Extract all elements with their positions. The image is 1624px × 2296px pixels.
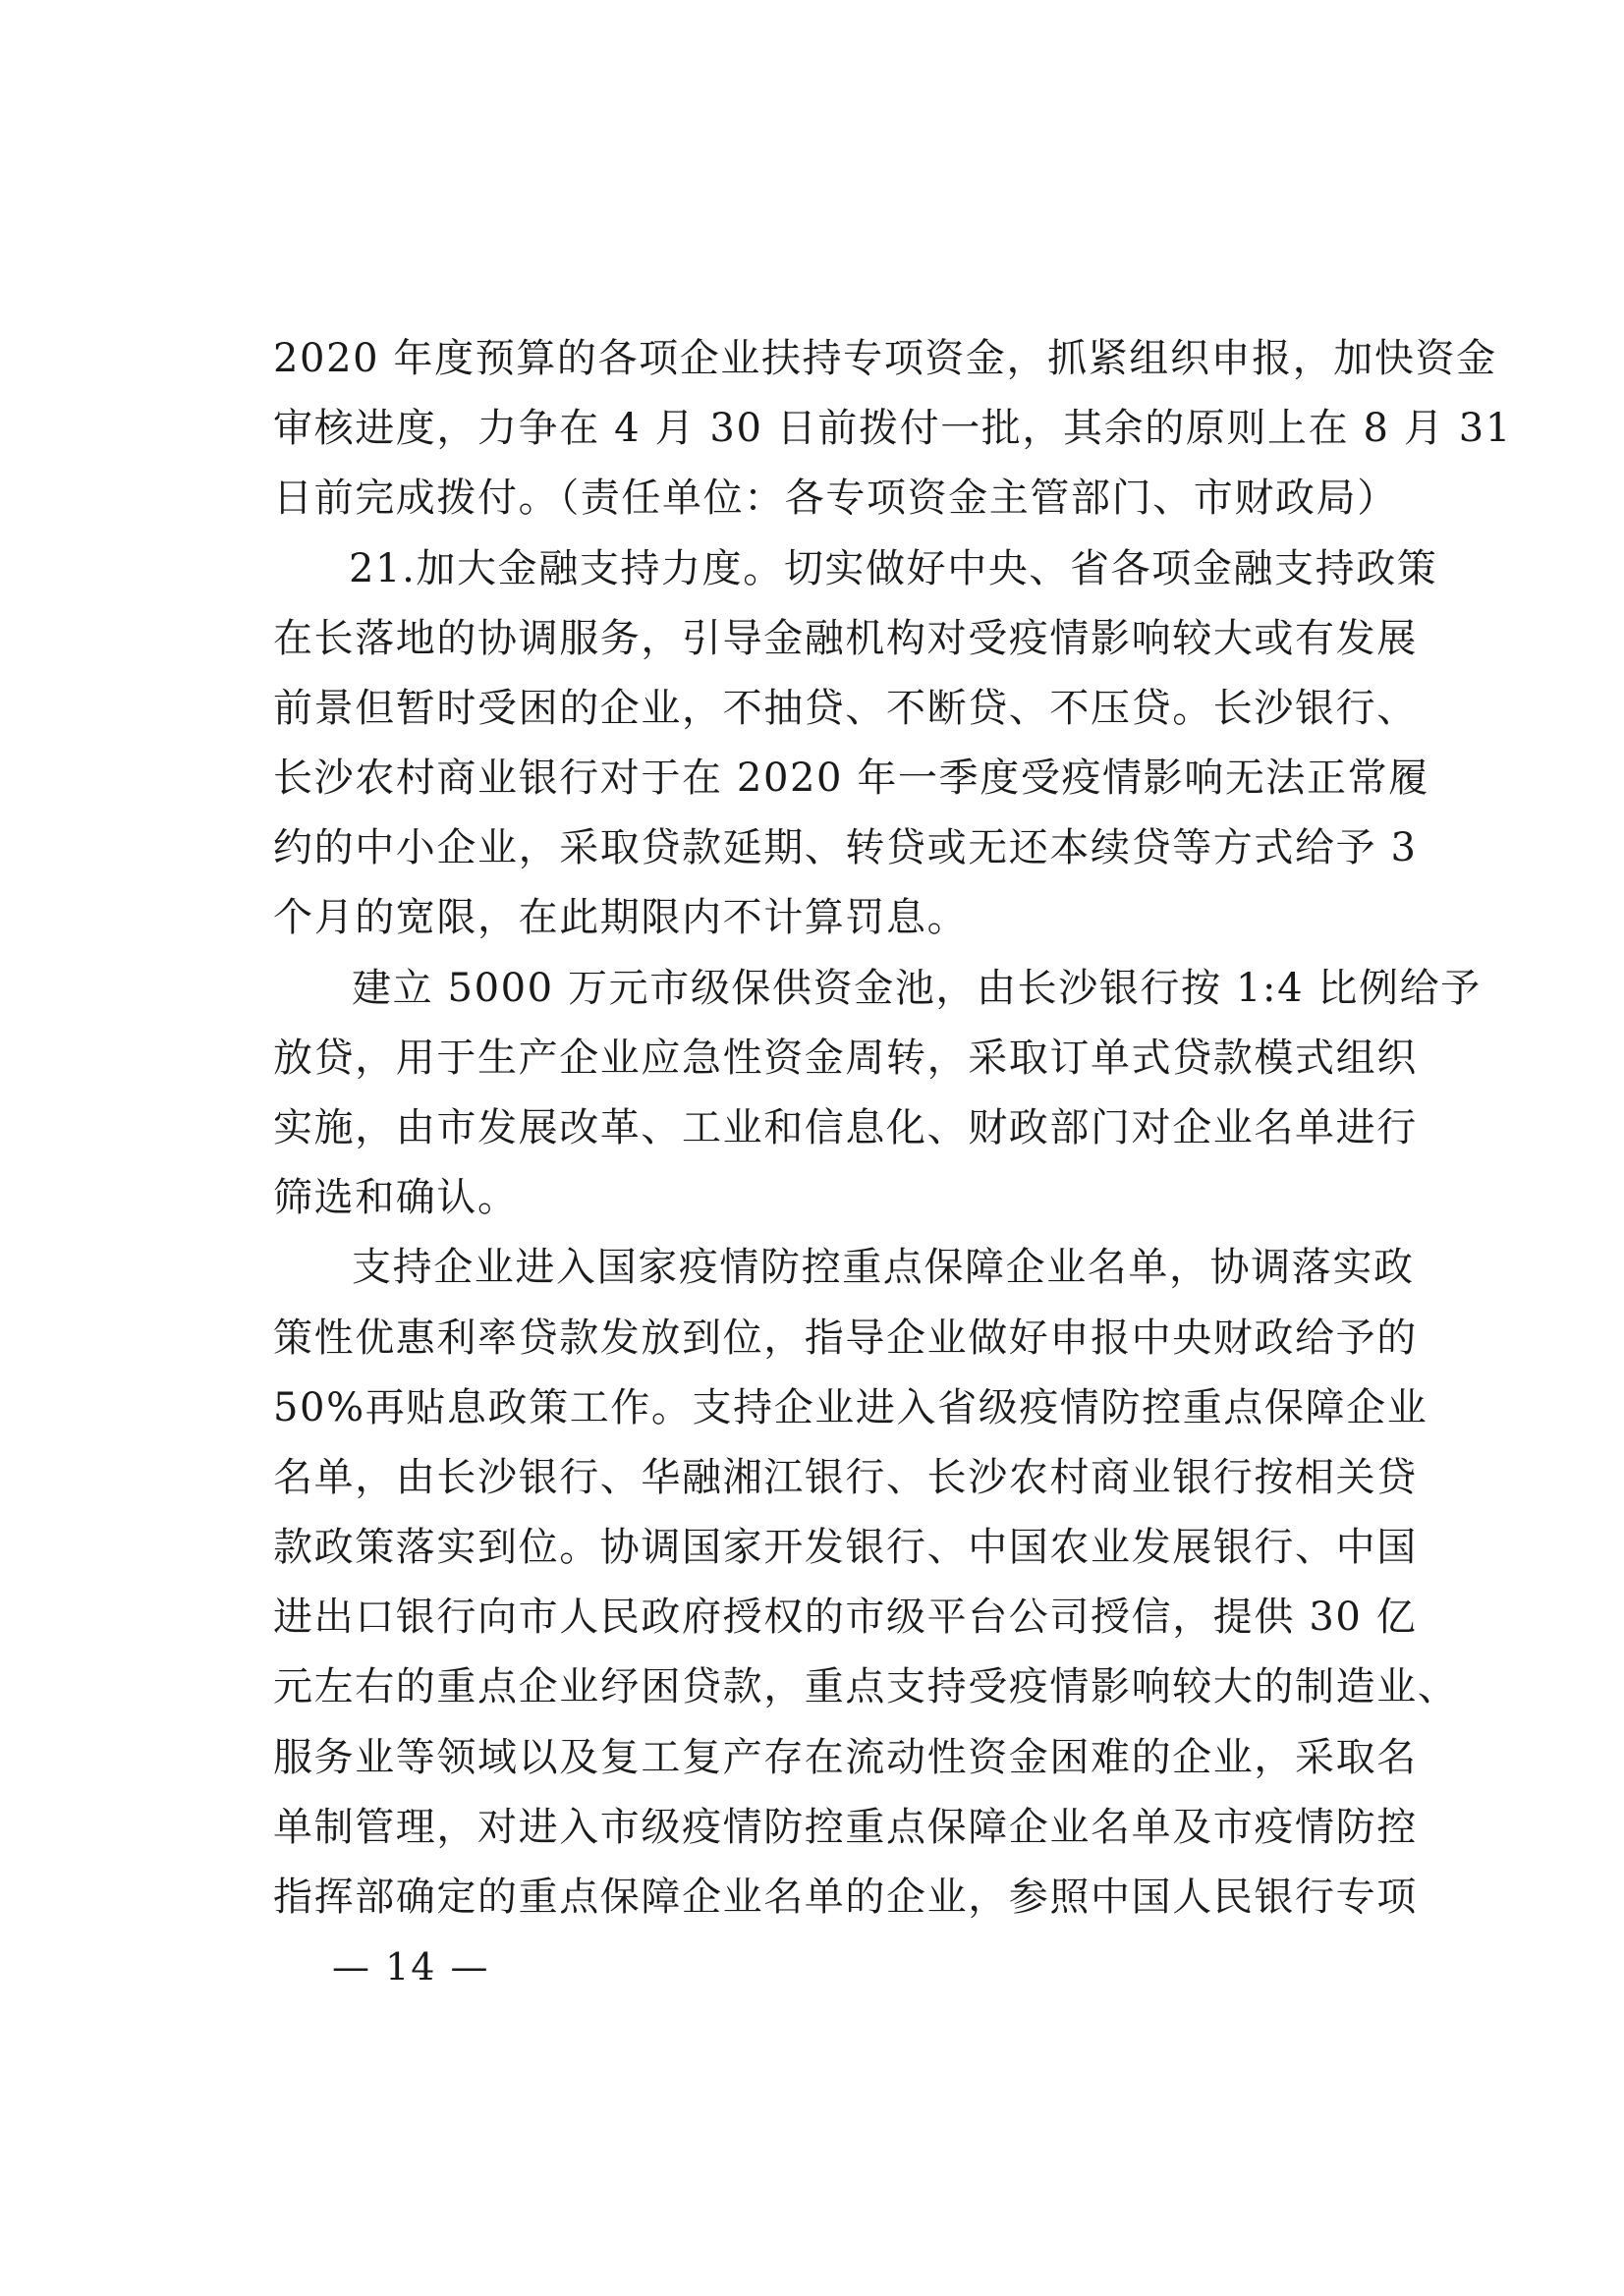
text-line-6: 前景但暂时受困的企业，不抽贷、不断贷、不压贷。长沙银行、 [273, 686, 1418, 731]
page-number: — 14 — [332, 1945, 490, 1988]
text-line-9: 个月的宽限，在此期限内不计算罚息。 [273, 895, 969, 940]
text-line-16: 50%再贴息政策工作。支持企业进入省级疫情防控重点保障企业 [273, 1385, 1428, 1430]
text-line-7: 长沙农村商业银行对于在 2020 年一季度受疫情影响无法正常履 [273, 756, 1429, 801]
text-line-18: 款政策落实到位。协调国家开发银行、中国农业发展银行、中国 [273, 1525, 1418, 1570]
text-line-4: 21.加大金融支持力度。切实做好中央、省各项金融支持政策 [349, 546, 1438, 591]
text-line-13: 筛选和确认。 [273, 1175, 519, 1220]
text-line-21: 服务业等领域以及复工复产存在流动性资金困难的企业，采取名 [273, 1735, 1418, 1780]
text-line-10: 建立 5000 万元市级保供资金池，由长沙银行按 1:4 比例给予 [352, 966, 1482, 1011]
text-line-11: 放贷，用于生产企业应急性资金周转，采取订单式贷款模式组织 [273, 1036, 1418, 1081]
text-line-8: 约的中小企业，采取贷款延期、转贷或无还本续贷等方式给予 3 [273, 825, 1418, 870]
text-line-3: 日前完成拨付。（责任单位：各专项资金主管部门、市财政局） [273, 476, 1398, 521]
text-line-22: 单制管理，对进入市级疫情防控重点保障企业名单及市疫情防控 [273, 1805, 1418, 1850]
text-line-1: 2020 年度预算的各项企业扶持专项资金，抓紧组织申报，加快资金 [273, 336, 1497, 381]
text-line-14: 支持企业进入国家疫情防控重点保障企业名单，协调落实政 [352, 1245, 1415, 1290]
text-line-20: 元左右的重点企业纾困贷款，重点支持受疫情影响较大的制造业、 [273, 1664, 1459, 1709]
text-line-23: 指挥部确定的重点保障企业名单的企业，参照中国人民银行专项 [273, 1875, 1418, 1920]
text-line-15: 策性优惠利率贷款发放到位，指导企业做好申报中央财政给予的 [273, 1316, 1418, 1361]
text-line-5: 在长落地的协调服务，引导金融机构对受疫情影响较大或有发展 [273, 616, 1418, 661]
text-line-17: 名单，由长沙银行、华融湘江银行、长沙农村商业银行按相关贷 [273, 1455, 1418, 1500]
text-line-2: 审核进度，力争在 4 月 30 日前拨付一批，其余的原则上在 8 月 31 [273, 406, 1512, 451]
text-line-12: 实施，由市发展改革、工业和信息化、财政部门对企业名单进行 [273, 1105, 1418, 1150]
text-line-19: 进出口银行向市人民政府授权的市级平台公司授信，提供 30 亿 [273, 1595, 1418, 1640]
